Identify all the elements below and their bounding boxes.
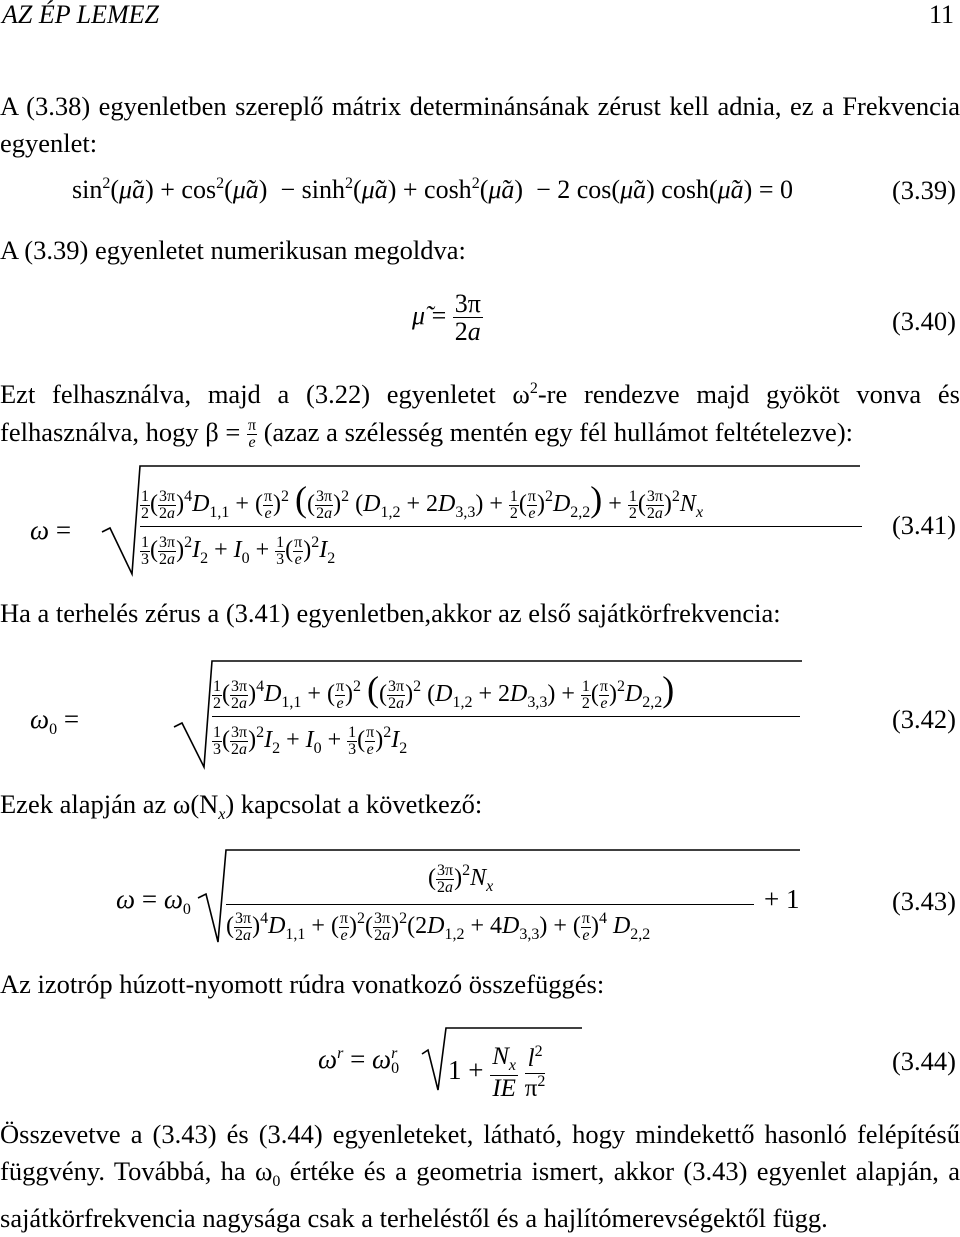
omega-r-lhs-3-44: $\omega^r = \omega$ r 0 (318, 1044, 400, 1077)
paragraph-intro: A (3.38) egyenletben szereplő mátrix determinánsának zérust kell adnia, ez a Frekvencia egyenlet: (0, 91, 960, 158)
equation-3-41-numerator: $\frac{1}{2}$ ( $\frac{3\pi}{2a}$ )$^4D_{1,1}$ + ( $\frac{\pi}{e}$ )$^2$ (( $\frac{3\pi}{2a}$ )$^2$ $(D_{1,2} + 2D_{3,3})$ + $\frac{1}{2}$ ( $\frac{\pi}{e}$ )$^2D_{2,2}$) + $\frac{1}{2}$ ( $\frac{3\pi}{2a}$ )$^2N_x$ (141, 479, 704, 522)
equation-3-42-numerator: $\frac{1}{2}$ ( $\frac{3\pi}{2a}$ )$^4D_{1,1}$ + ( $\frac{\pi}{e}$ )$^2$ (( $\frac{3\pi}{2a}$ )$^2$ $(D_{1,2} + 2D_{3,3})$ + $\frac{1}{2}$ ( $\frac{\pi}{e}$ )$^2D_{2,2}$) (213, 669, 675, 712)
equation-3-39: $\sin^2(\mũa)$ + $\cos^2(\mũa)$ − $\sinh^2(\mũa)$ + $\cosh^2(\mũa) - 2$ cos(μ̃a) cosh(μ̃a) = 0 (72, 175, 793, 204)
equation-3-42-denominator: $\frac{1}{3}$ ( $\frac{3\pi}{2a}$ )$^2I_2 + I_0$ + $\frac{1}{3}$ ( $\frac{\pi}{e}$ )$^2I_2$ (213, 723, 408, 758)
fraction-bar-3-43 (226, 904, 754, 905)
running-header (0, 0, 960, 36)
equation-number-3-41: (3.41) (891, 510, 956, 540)
fraction-bar-3-41 (140, 526, 862, 527)
header-title: AZ ÉP LEMEZ (2, 0, 159, 29)
paragraph-relation: Ezek alapján az $\omega(N_x)$ kapcsolat a következő: (0, 789, 483, 823)
fraction-bar-3-42 (212, 716, 800, 717)
omega0-lhs-3-42: $\omega_0$ = (30, 704, 80, 738)
equation-number-3-40: (3.40) (891, 306, 956, 336)
paragraph-numeric: A (3.39) egyenletet numerikusan megoldva: (0, 235, 466, 265)
equation-3-43-numerator: ( $\frac{3\pi}{2a}$ )$^2N_x$ (428, 861, 494, 896)
omega-lhs-3-43: $\omega = \omega_0$ (116, 884, 191, 918)
equation-number-3-43: (3.43) (891, 886, 956, 916)
equation-3-44-body: 1 + $\frac{N_x}{IE}$ $\frac{l^2}{\pi^2}$ (448, 1043, 546, 1102)
radical-3-43 (196, 842, 806, 962)
paragraph-zero-load: Ha a terhelés zérus a (3.41) egyenletben,akkor az első sajátkörfrekvencia: (0, 598, 781, 628)
equation-3-40: μ̃ = $\frac{3\pi}{2a}$ (412, 289, 481, 347)
paragraph-isotropic: Az izotróp húzott-nyomott rúdra vonatkozó összefüggés: (0, 969, 605, 999)
plus-one-3-43: + 1 (764, 884, 800, 914)
paragraph-derivation: Ezt felhasználva, majd a (3.22) egyenletet $\omega^2-re$ rendezve majd gyököt vonva és felhasználva, hogy β = $\frac{\pi}{e}$ (azaz a szélesség mentén egy fél hullámot feltételezve): (0, 379, 960, 452)
equation-3-41-denominator: $\frac{1}{3}$ ( $\frac{3\pi}{2a}$ )$^2I_2 + I_0$ + $\frac{1}{3}$ ( $\frac{\pi}{e}$ )$^2I_2$ (141, 533, 336, 568)
equation-number-3-44: (3.44) (891, 1046, 956, 1076)
equation-number-3-39: (3.39) (891, 175, 956, 205)
paragraph-comparison: Összevetve a (3.43) és (3.44) egyenleteket, látható, hogy mindekettő hasonló felépítésű függvény. Továbbá, ha $\omega_0$ értéke és a geometria ismert, akkor (3.43) egyenlet alapján, a sajátkörfrekvencia nagysága csak a terheléstől és a hajlítómerevségektől függ. (0, 1119, 960, 1233)
equation-number-3-42: (3.42) (891, 704, 956, 734)
equation-3-43-denominator: ( $\frac{3\pi}{2a}$ )$^4D_{1,1}$ + ( $\frac{\pi}{e}$ )$^2$( $\frac{3\pi}{2a}$ )$^2(2D_{1,2} + 4D_{3,3})$ + ( $\frac{\pi}{e}$ )$^4$ $D_{2,2}$ (226, 909, 651, 944)
omega-lhs-3-41: ω = (30, 515, 72, 545)
page-number: 11 (928, 0, 954, 29)
